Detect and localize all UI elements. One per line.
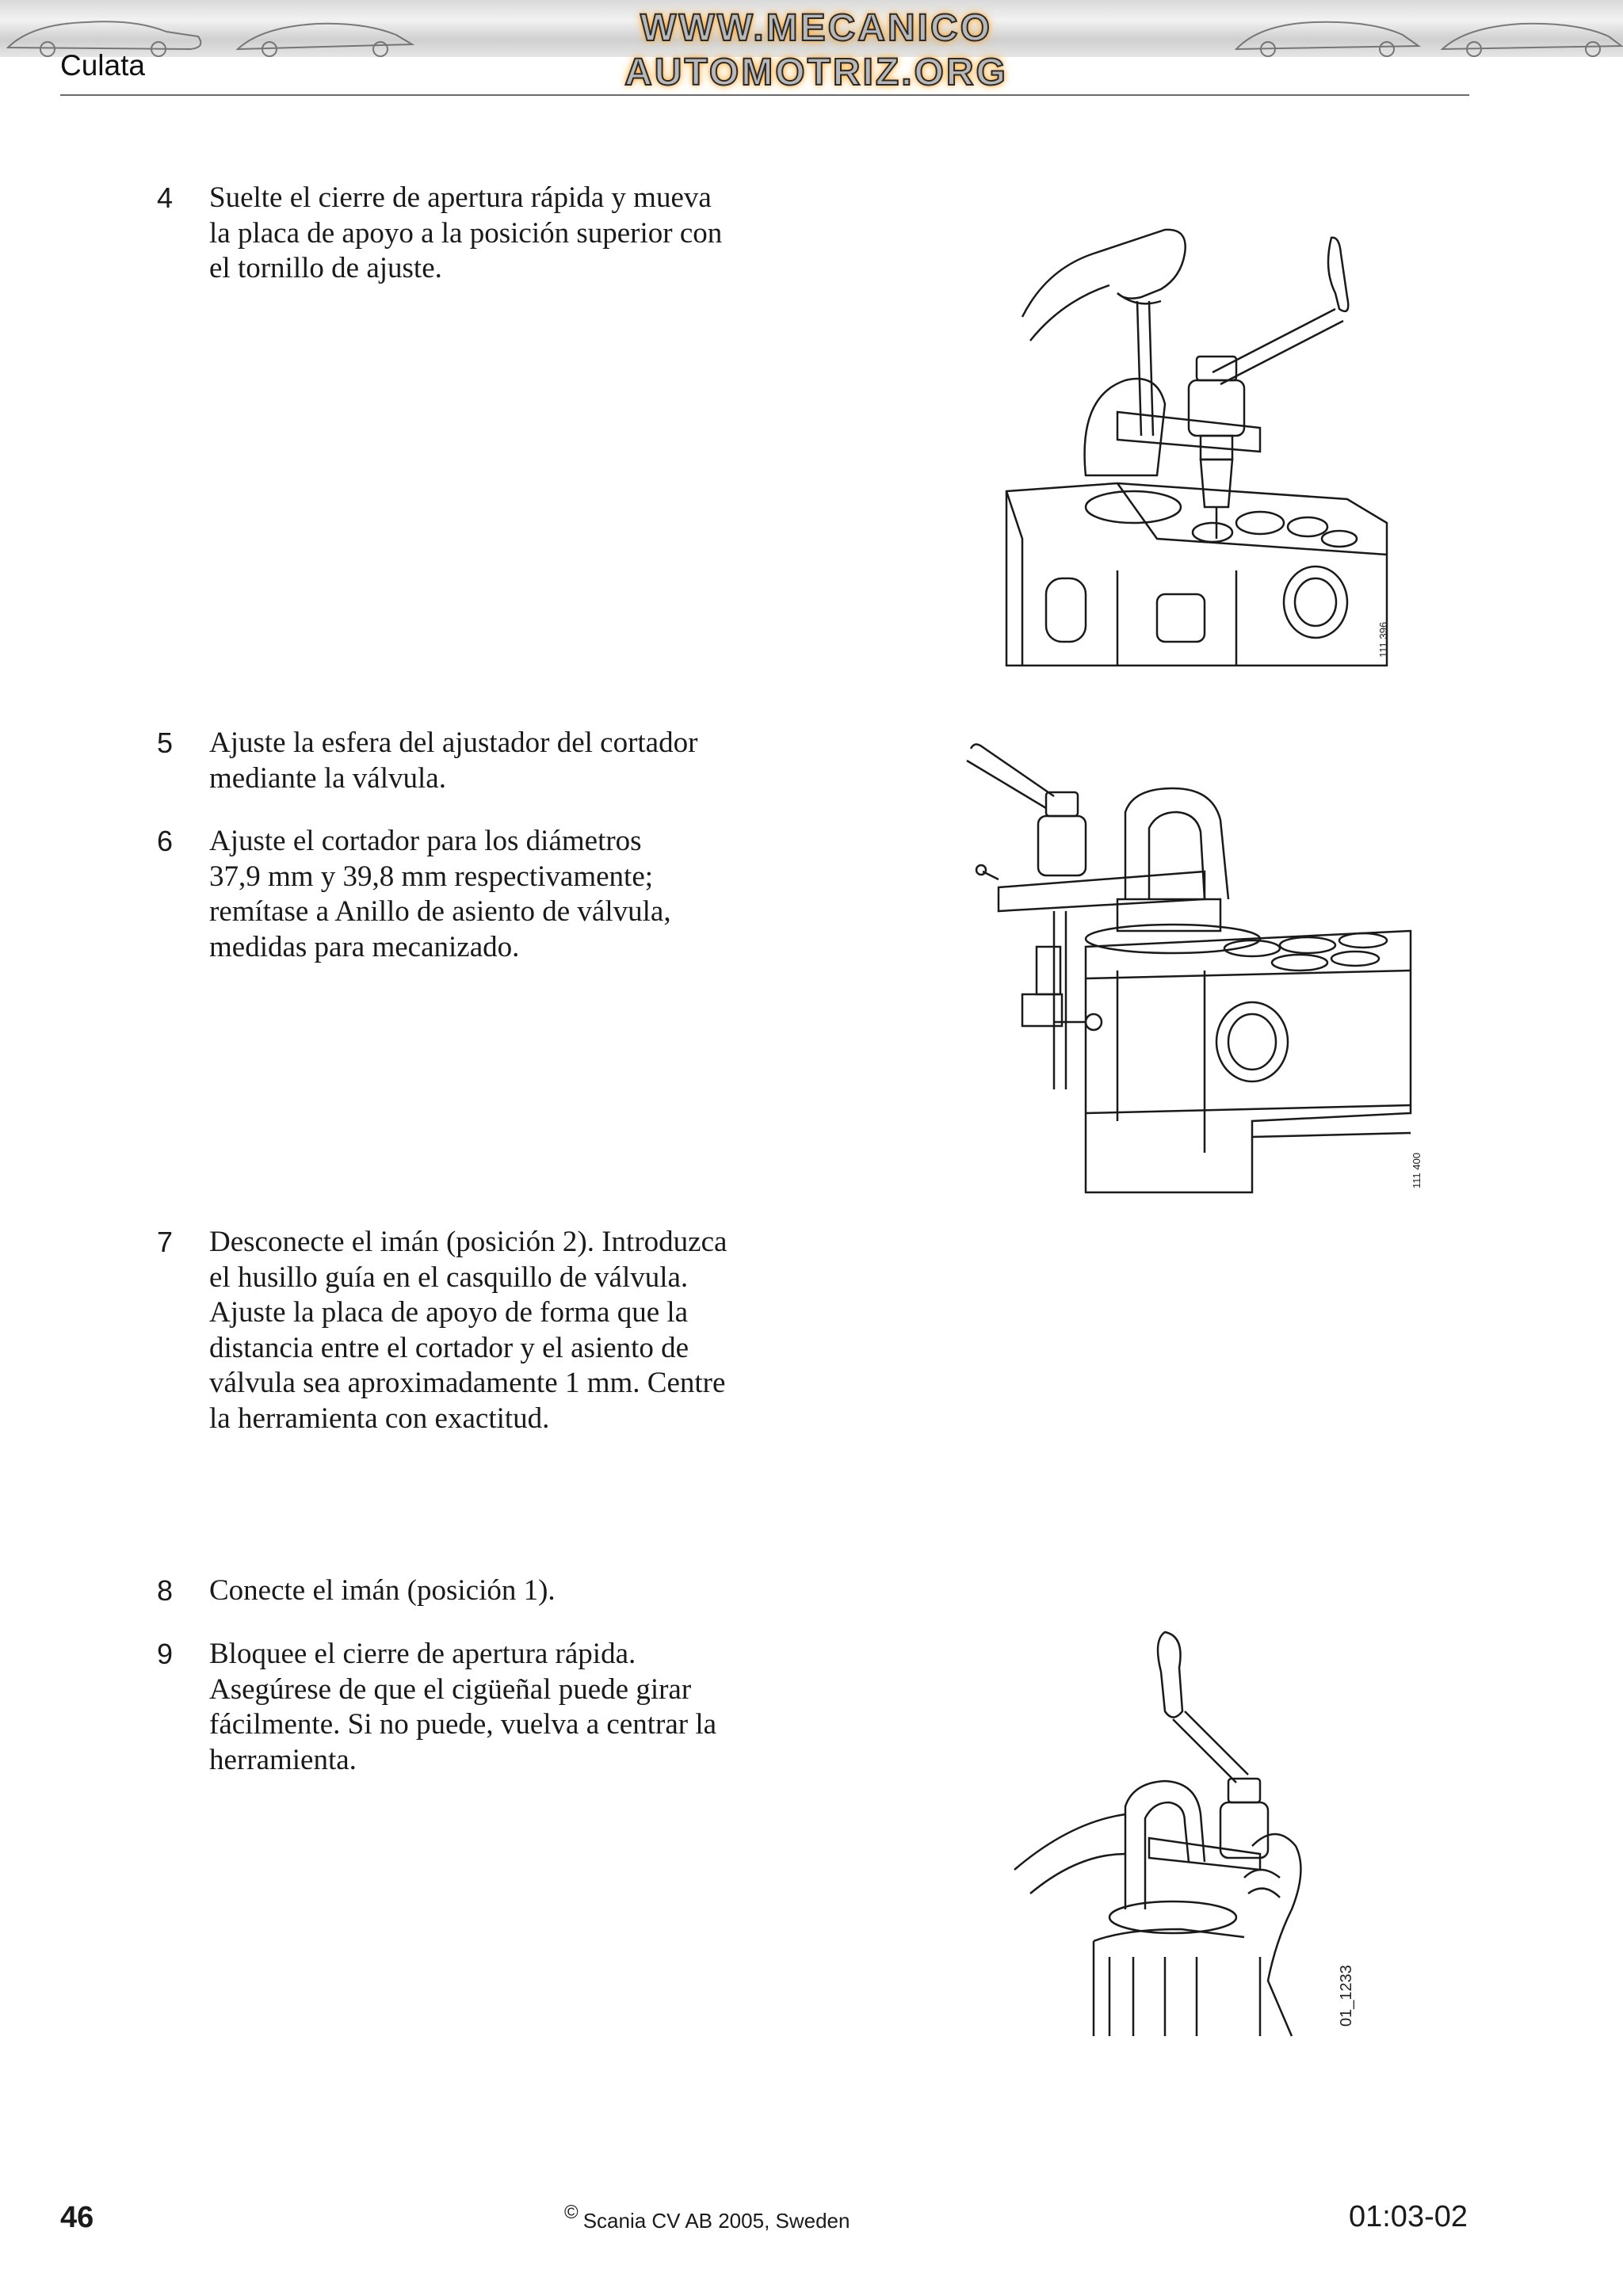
step-line: el tornillo de ajuste. <box>209 252 442 284</box>
step-line: Ajuste la placa de apoyo de forma que la <box>209 1296 689 1329</box>
step-line: fácilmente. Si no puede, vuelva a centrar la <box>209 1708 717 1741</box>
step-line: remítase a Anillo de asiento de válvula, <box>209 895 671 928</box>
figure-valve-seat-tool-adjust <box>999 222 1395 666</box>
step-text <box>209 726 827 796</box>
step-line: Conecte el imán (posición 1). <box>209 1574 556 1607</box>
step-line: Ajuste la esfera del ajustador del cortador <box>209 727 698 759</box>
hand-crank-illustration <box>1006 1624 1379 2036</box>
step-line: Desconecte el imán (posición 2). Introduzca <box>209 1226 727 1258</box>
step-line: 37,9 mm y 39,8 mm respectivamente; <box>209 860 654 893</box>
step-number: 6 <box>157 825 174 857</box>
step-text <box>209 181 827 287</box>
document-code: 01:03-02 <box>1348 2200 1468 2233</box>
step-number: 8 <box>157 1574 174 1607</box>
copyright-notice <box>564 2202 850 2233</box>
step-text <box>209 1637 827 1778</box>
step-line: la herramienta con exactitud. <box>209 1402 550 1435</box>
step-number: 5 <box>157 727 174 759</box>
step-line: herramienta. <box>209 1743 357 1776</box>
copyright-symbol: © <box>564 2202 579 2223</box>
step-line: Ajuste el cortador para los diámetros <box>209 825 642 857</box>
step-line: la placa de apoyo a la posición superior con <box>209 216 723 250</box>
step-line: distancia entre el cortador y el asiento de <box>209 1331 689 1364</box>
step-number: 4 <box>157 181 174 214</box>
step-line: válvula sea aproximadamente 1 mm. Centre <box>209 1367 726 1399</box>
step-line: Suelte el cierre de apertura rápida y mueva <box>209 181 712 214</box>
step-text <box>209 1573 827 1609</box>
section-title: Culata <box>60 49 145 82</box>
step-line: Asegúrese de que el cigüeñal puede girar <box>209 1672 692 1706</box>
banner-text: WWW.MECANICO AUTOMOTRIZ.ORG <box>624 7 1008 93</box>
figure-code: 111 396 <box>1377 621 1389 658</box>
step-line: medidas para mecanizado. <box>209 930 520 963</box>
step-line: el husillo guía en el casquillo de válvula. <box>209 1261 689 1294</box>
page-number: 46 <box>60 2201 94 2234</box>
header-divider <box>60 94 1469 96</box>
cutter-adjuster-illustration <box>967 741 1426 1192</box>
step-line: Bloquee el cierre de apertura rápida. <box>209 1638 636 1670</box>
step-text <box>209 824 827 965</box>
step-number: 9 <box>157 1638 174 1670</box>
figure-code: 01_1233 <box>1338 1965 1355 2027</box>
step-number: 7 <box>157 1226 174 1258</box>
figure-cutter-diameter-adjust <box>967 741 1426 1192</box>
copyright-text: Scania CV AB 2005, Sweden <box>582 2209 850 2233</box>
step-line: mediante la válvula. <box>209 761 446 795</box>
step-text <box>209 1225 827 1436</box>
figure-code: 111 400 <box>1411 1152 1423 1188</box>
valve-seat-cutter-illustration <box>999 222 1395 666</box>
figure-crank-turning <box>1006 1624 1379 2036</box>
